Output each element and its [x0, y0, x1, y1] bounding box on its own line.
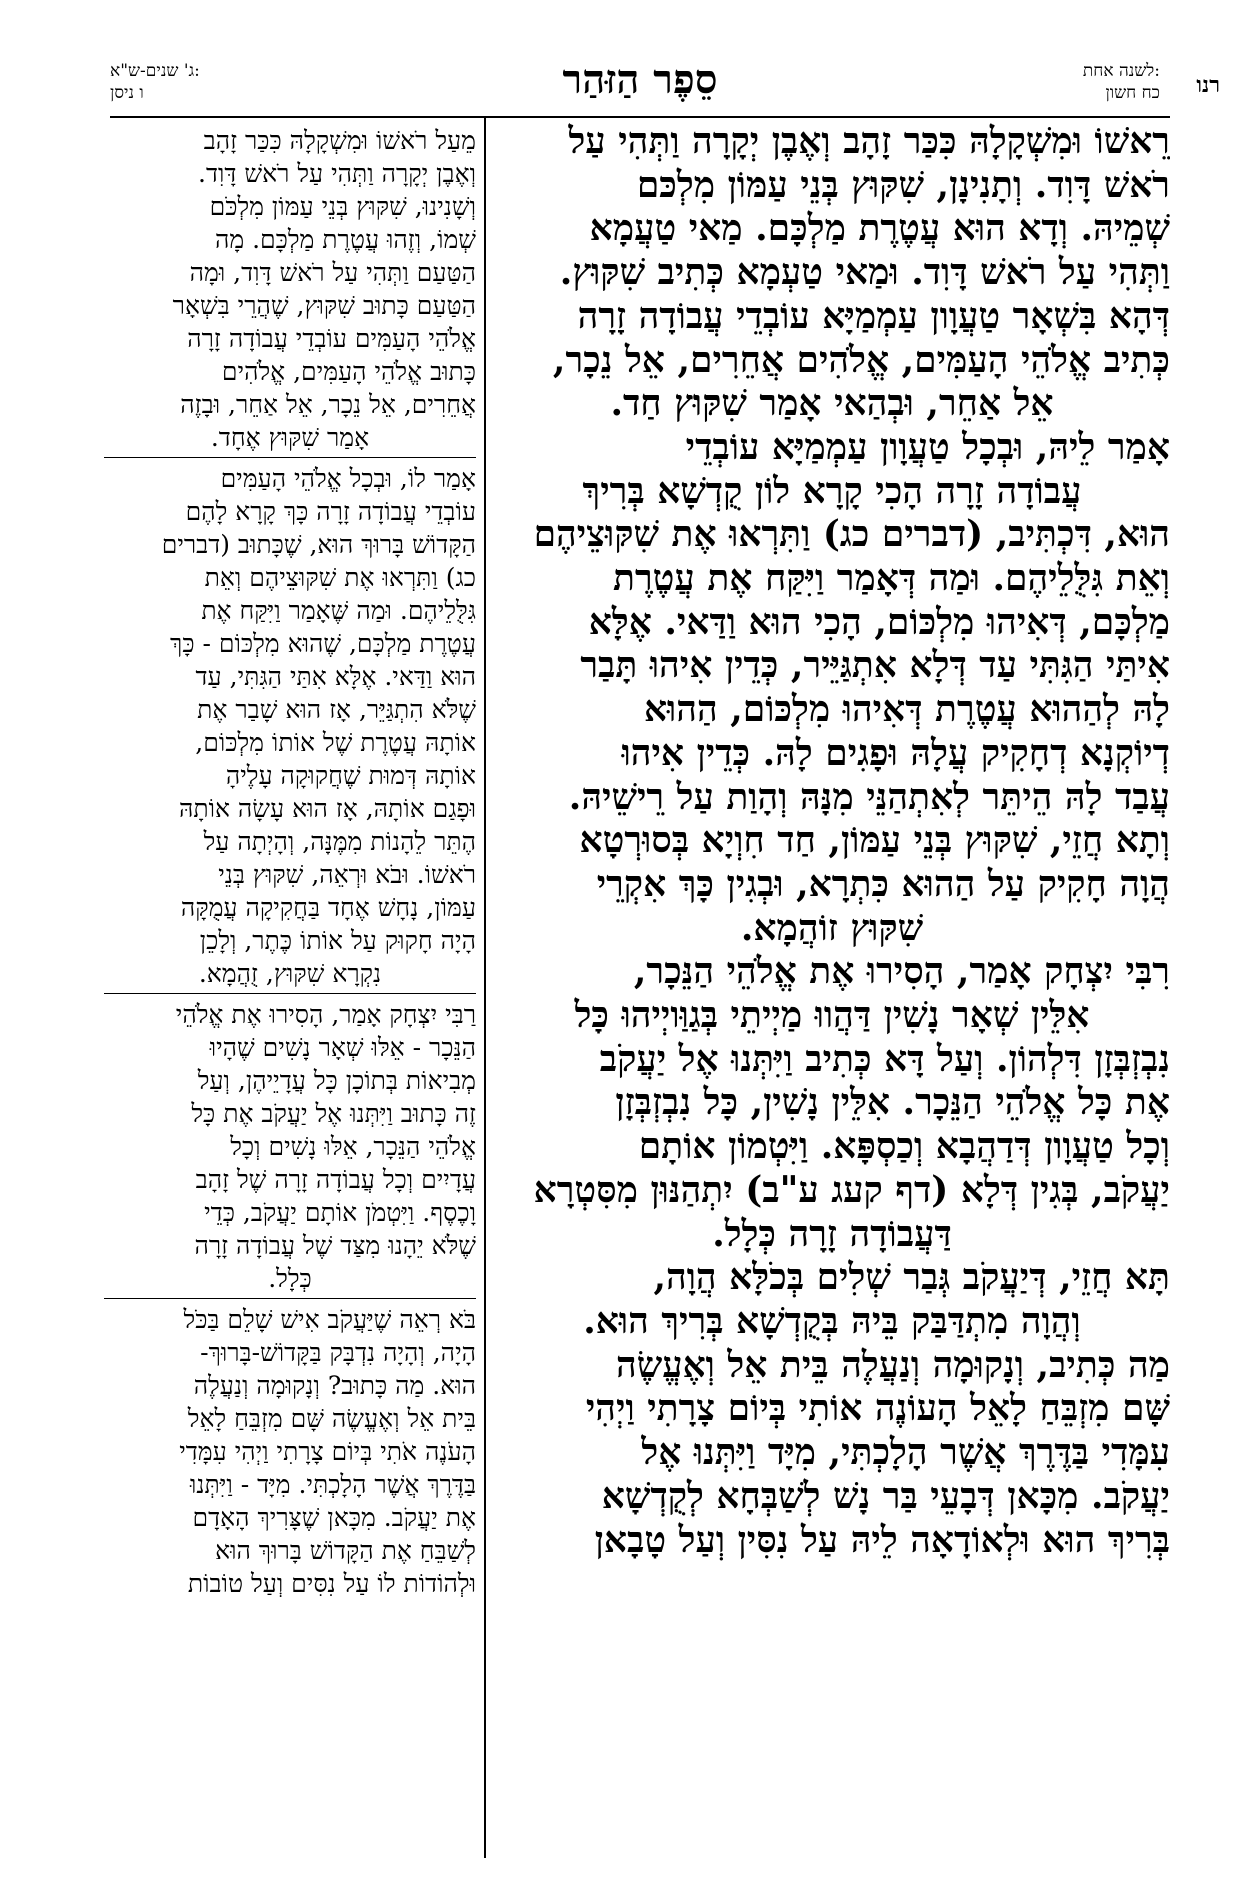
- main-line: אָמַר לֵיהּ, וּבְכָל טַעֲוָון עַמְמַיָּא עוֹבְדֵי: [685, 425, 1170, 468]
- side-line: בַּדֶּרֶךְ אֲשֶׁר הָלָכְתִּי. מִיָּד - וַיִּתְּנוּ: [190, 1470, 476, 1499]
- side-line: וְשָׁנִינוּ, שִׁקּוּץ בְּנֵי עַמּוֹן מִלְכֹּם: [209, 192, 476, 221]
- main-line: הוּא, דִּכְתִּיב, (דברים כג) וַתִּרְאוּ אֶת שִׁקּוּצֵיהֶם: [533, 513, 1170, 556]
- header-right-line1: לשנה אחת:: [1082, 61, 1160, 81]
- side-line: רֹאשׁוֹ. וּבֹא וּרְאֵה, שִׁקּוּץ בְּנֵי: [218, 860, 476, 889]
- side-line: רַבִּי יִצְחָק אָמַר, הָסִירוּ אֶת אֱלֹהֵי: [175, 1000, 476, 1029]
- side-line: הָעֹנֶה אֹתִי בְּיוֹם צָרָתִי וַיְהִי עִמָּדִי: [179, 1437, 476, 1466]
- side-line: הַקָּדוֹשׁ בָּרוּךְ הוּא, שֶׁכָּתוּב (דברים: [161, 530, 476, 559]
- main-line: וְתָא חֲזֵי, שִׁקּוּץ בְּנֵי עַמּוֹן, חַד חִוְיָא בְּסוּרְטָא: [579, 819, 1170, 862]
- side-line: מֵעַל רֹאשׁוֹ וּמִשְׁקָלָהּ כִּכַּר זָהָב: [203, 126, 476, 155]
- main-line: דְיוֹקְנָא דְחָקִיק עֲלָהּ וּפָגִים לָהּ. כְּדֵין אִיהוּ: [621, 731, 1170, 774]
- side-line: כג) וַתִּרְאוּ אֶת שִׁקּוּצֵיהֶם וְאֵת: [204, 563, 476, 592]
- main-line: בְּרִיךְ הוּא וּלְאוֹדָאָה לֵיהּ עַל נִסִּין וְעַל טָבָאן: [594, 1518, 1170, 1561]
- side-line: שֶׁלֹּא הִתְגַּיֵּר, אָז הוּא שָׁבַר אֶת: [197, 695, 476, 724]
- main-line: שָּׁם מִזְבֵּחַ לָאֵל הָעוֹנֶה אוֹתִי בְּיוֹם צָרָתִי וַיְהִי: [585, 1387, 1170, 1430]
- side-line: נִקְרָא שִׁקּוּץ, זֻהֲמָא.: [198, 959, 382, 988]
- main-line: אֵל אַחֵר, וּבְהַאי אָמַר שִׁקּוּץ חַד.: [610, 382, 1054, 425]
- hebrew-translation-column: [104, 124, 476, 1600]
- main-line: תָּא חֲזֵי, דְּיַעֲקֹב גְּבַר שְׁלִים בְּכֹלָּא הֲוָה,: [653, 1256, 1170, 1299]
- main-line: מַלְכָּם, דְּאִיהוּ מִלְכּוֹם, הָכִי הוּא וַדַּאי. אֶלָּא: [588, 600, 1170, 643]
- side-line: אֱלֹהֵי הָעַמִּים עוֹבְדֵי עֲבוֹדָה זָרָה: [187, 324, 476, 353]
- side-line: הָיָה חָקוּק עַל אוֹתוֹ כֶּתֶר, וְלָכֵן: [199, 926, 476, 955]
- main-line: שִׁקּוּץ זוֹהֲמָא.: [740, 906, 924, 949]
- main-line: דַּעֲבוֹדָה זָרָה כְּלָל.: [712, 1212, 952, 1255]
- side-line: אֶת יַעֲקֹב. מִכָּאן שֶׁצָּרִיךְ הָאָדָם: [192, 1503, 476, 1532]
- main-line: מַה כְּתִיב, וְנָקוּמָה וְנַעֲלֶה בֵּית אֵל וְאֶעֱשֶׂה: [616, 1343, 1170, 1386]
- main-line: יַעֲקֹב, בְּגִין דְּלָא (דף קעג ע"ב) יִתְהַנּוּן מִסִּטְרָא: [533, 1168, 1170, 1211]
- main-line: וְכָל טַעֲוָון דְּדַהֲבָא וְכַסְפָּא. וַיִּטְמוֹן אוֹתָם: [638, 1125, 1170, 1168]
- side-line: בֵּית אֵל וְאֶעֱשֶׂה שָּׁם מִזְבֵּחַ לָאֵל: [187, 1404, 476, 1433]
- main-line: וְהֲוָה מִתְדַּבַּק בֵּיהּ בְּקֻדְשָׁא בְּרִיךְ הוּא.: [583, 1299, 1081, 1342]
- side-line: וּלְהוֹדוֹת לוֹ עַל נִסִּים וְעַל טוֹבוֹת: [187, 1569, 476, 1598]
- main-line: לָהּ לְהַהוּא עֲטֶרֶת דְּאִיהוּ מִלְכּוֹם, הַהוּא: [643, 688, 1170, 731]
- main-line: רֵאשׁוֹ וּמִשְׁקָלָהּ כִּכַּר זָהָב וְאֶבֶן יְקָרָה וַתְּהִי עַל: [568, 120, 1170, 162]
- main-line: וַתְּהִי עַל רֹאשׁ דָּוִד. וּמַאי טַעְמָא כְּתִיב שִׁקּוּץ.: [559, 251, 1170, 294]
- side-line: אֲחֵרִים, אֵל נֵכָר, אֵל אַחֵר, וּבָזֶה: [180, 390, 476, 419]
- main-line: יַעֲקֹב. מִכָּאן דְּבָעֵי בַּר נָשׁ לְשַׁבְּחָא לְקֻדְשָׁא: [601, 1474, 1170, 1517]
- side-line: אָמַר לוֹ, וּבְכָל אֱלֹהֵי הָעַמִּים: [220, 464, 476, 493]
- side-line: אוֹתָהּ דְּמוּת שֶׁחֲקוּקָה עָלֶיהָ: [225, 761, 476, 790]
- side-line: הָיָה, וְהָיָה נִדְבָּק בַּקָּדוֹשׁ-בָּרוּךְ-: [200, 1338, 476, 1367]
- side-line: גִּלֻּלֵיהֶם. וּמַה שֶּׁאָמַר וַיִּקַּח אֶת: [201, 596, 476, 625]
- main-line: אֶת כָּל אֱלֹהֵי הַנֵּכָר. אִלֵּין נָשִׁין, כָּל נִבְזְבְּזָן: [615, 1081, 1170, 1124]
- side-line: עֲטֶרֶת מַלְכָּם, שֶׁהוּא מִלְכּוֹם - כָּךְ: [170, 629, 476, 658]
- header-left-info: [110, 60, 200, 104]
- side-line: כָּתוּב אֱלֹהֵי הָעַמִּים, אֱלֹהִים: [221, 357, 476, 386]
- main-line: כְּתִיב אֱלֹהֵי הָעַמִּים, אֱלֹהִים אֲחֵרִים, אֵל נֵכָר,: [552, 338, 1170, 381]
- side-line: זֶה כָּתוּב וַיִּתְּנוּ אֶל יַעֲקֹב אֶת כָּל: [191, 1099, 476, 1128]
- side-line: הֶתֵּר לֵהָנוֹת מִמֶּנָּה, וְהָיְתָה עַל: [203, 827, 476, 856]
- side-line: כְּלָל.: [268, 1264, 312, 1293]
- main-line: דְּהָא בִּשְׁאָר טַעֲוָון עַמְמַיָּא עוֹבְדֵי עֲבוֹדָה זָרָה: [577, 294, 1170, 337]
- main-line: וְאֵת גִּלֻּלֵיהֶם. וּמַה דְּאָמַר וַיִּקַּח אֶת עֲטֶרֶת: [613, 557, 1170, 600]
- side-line: הוּא. מַה כָּתוּב? וְנָקוּמָה וְנַעֲלֶה: [193, 1371, 476, 1400]
- side-line: עֲדָיִים וְכָל עֲבוֹדָה זָרָה שֶׁל זָהָב: [195, 1165, 476, 1194]
- side-line: אוֹתָהּ עֲטֶרֶת שֶׁל אוֹתוֹ מִלְכּוֹם,: [195, 728, 476, 757]
- side-line: הַנֵּכָר - אֵלּוּ שְׁאָר נָשִׁים שֶׁהָיוּ: [209, 1033, 476, 1062]
- book-title: סֵפֶר הַזּהַר: [562, 56, 718, 103]
- side-line: הַטַּעַם כָּתוּב שִׁקּוּץ, שֶׁהֲרֵי בִּשְׁאָר: [172, 291, 476, 320]
- side-line: שְׁמוֹ, וְזֶהוּ עֲטֶרֶת מַלְכָּם. מָה: [214, 225, 476, 254]
- side-line: הוּא וַדַּאי. אֶלָּא אִתַּי הַגִּתִּי, עַד: [195, 662, 476, 691]
- header-right-line2: כח חשון: [1105, 83, 1160, 103]
- main-line: אִיתַּי הַגִּתִּי עַד דְּלָא אִתְגַּיֵּיר, כְּדֵין אִיהוּ תָּבַר: [580, 644, 1170, 687]
- main-line: עִמָּדִי בַּדֶּרֶךְ אֲשֶׁר הָלָכְתִּי, מִיָּד וַיִּתְּנוּ אֶל: [641, 1431, 1170, 1474]
- main-line: הֲוָה חָקִיק עַל הַהוּא כִּתְרָא, וּבְגִין כָּךְ אִקְרֵי: [596, 862, 1170, 905]
- side-line: בֹּא רְאֵה שֶׁיַּעֲקֹב אִישׁ שָׁלֵם בַּכֹּל: [183, 1305, 476, 1334]
- side-line: וָכֶסֶף. וַיִּטְמֹן אוֹתָם יַעֲקֹב, כְּדֵי: [204, 1198, 476, 1227]
- main-line: עֲבוֹדָה זָרָה הָכִי קָרָא לוֹן קֻדְשָׁא בְּרִיךְ: [582, 469, 1082, 512]
- side-line: עוֹבְדֵי עֲבוֹדָה זָרָה כָּךְ קָרָא לָהֶם: [185, 497, 476, 526]
- side-line: מְבִיאוֹת בְּתוֹכָן כָּל עֲדָיֵיהֶן, וְעַל: [197, 1066, 476, 1095]
- page-header: [110, 56, 1220, 116]
- side-line: לְשַׁבֵּחַ אֶת הַקָּדוֹשׁ בָּרוּךְ הוּא: [215, 1536, 476, 1565]
- side-line: שֶׁלֹּא יֵהָנוּ מִצַּד שֶׁל עֲבוֹדָה זָרָה: [194, 1231, 476, 1260]
- main-line: אִלֵּין שְׁאָר נָשִׁין דַּהֲווּ מַיְיתֵי בְּגַוַּויְיהוּ כָּל: [574, 994, 1090, 1037]
- paragraph-divider: [104, 993, 476, 994]
- header-divider: [110, 116, 1170, 118]
- main-line: רִבִּי יִצְחָק אָמַר, הָסִירוּ אֶת אֱלֹהֵי הַנֵּכָר,: [633, 950, 1170, 993]
- paragraph-divider: [104, 457, 476, 458]
- side-line: אֱלֹהֵי הַנֵּכָר, אֵלּוּ נָשִׁים וְכָל: [230, 1132, 476, 1161]
- page-number: רנו: [1196, 72, 1220, 98]
- side-line: הַטַּעַם וַתְּהִי עַל רֹאשׁ דָּוִד, וּמָה: [189, 258, 476, 287]
- header-left-line1: ג' שנים-ש"א:: [110, 61, 200, 81]
- column-divider: [484, 118, 486, 1858]
- header-left-line2: ו ניסן: [110, 83, 144, 103]
- main-line: רֹאשׁ דָּוִד. וְתָנִינָן, שִׁקּוּץ בְּנֵי עַמּוֹן מִלְכּם: [636, 163, 1170, 206]
- side-line: עַמּוֹן, נָחָשׁ אֶחָד בַּחֲקִיקָה עֲמֻקָּה: [180, 893, 476, 922]
- main-line: נִבְזְבְּזָן דִּלְהוֹן. וְעַל דָּא כְּתִיב וַיִּתְּנוּ אֶל יַעֲקֹב: [599, 1037, 1170, 1080]
- paragraph-divider: [104, 1298, 476, 1299]
- main-line: שְׁמֵיהּ. וְדָא הוּא עֲטֶרֶת מַלְכָּם. מַאי טַעֲמָא: [589, 207, 1170, 250]
- side-line: וְאֶבֶן יְקָרָה וַתְּהִי עַל רֹאשׁ דָּוִד.: [198, 159, 476, 188]
- main-line: עֲבַד לָהּ הֵיתֵּר לְאִתְהַנֵּי מִנָּהּ וְהָוַת עַל רֵישֵׁיהּ.: [568, 775, 1170, 818]
- side-line: וּפָגַם אוֹתָהּ, אָז הוּא עָשָׂה אוֹתָהּ: [178, 794, 476, 823]
- side-line: אָמַר שִׁקּוּץ אֶחָד.: [210, 423, 370, 452]
- aramaic-text-column: [494, 120, 1170, 1562]
